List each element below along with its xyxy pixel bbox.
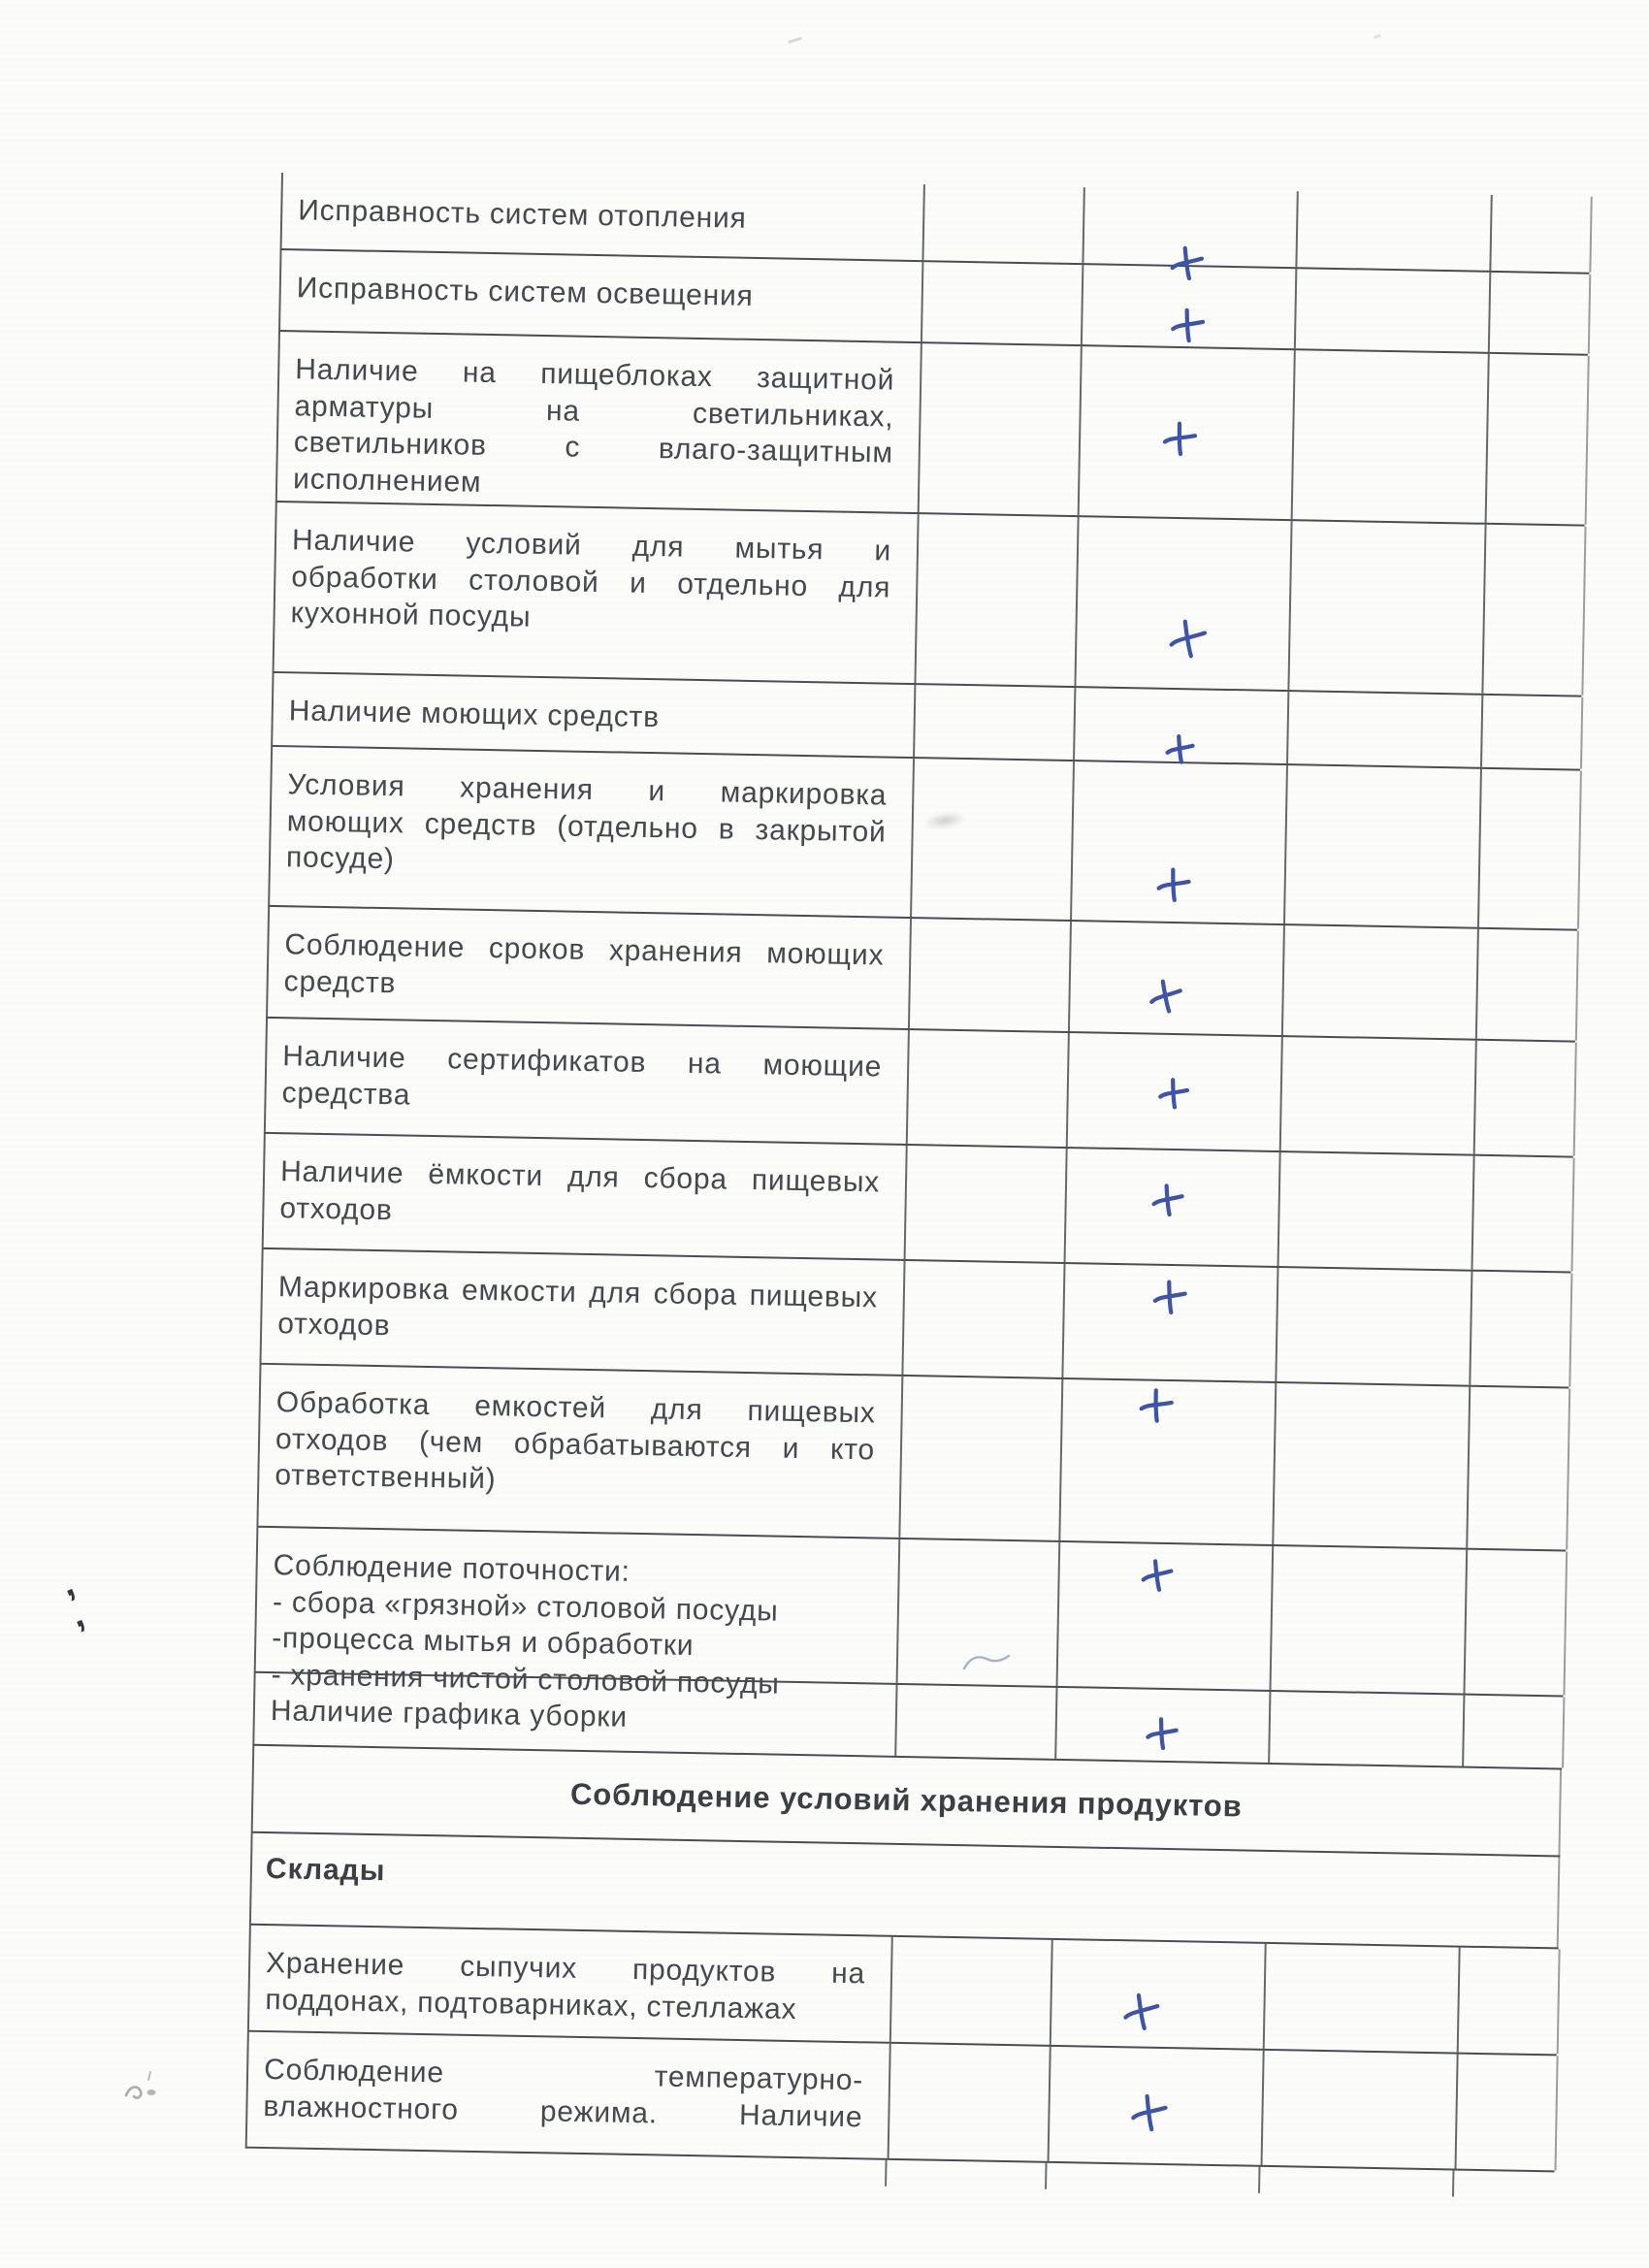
stray-speck	[1374, 34, 1382, 39]
empty-cell	[1279, 1037, 1475, 1154]
checkmark-plus-icon	[1139, 972, 1193, 1021]
criterion-cell	[262, 1249, 904, 1375]
empty-cell	[1471, 1156, 1574, 1272]
criterion-text-line: Наличие моющих средств	[288, 695, 661, 734]
check-cell	[1074, 517, 1290, 690]
stray-pencil-squiggle	[122, 2066, 169, 2107]
empty-cell	[904, 1146, 1066, 1262]
criterion-text-line: посуде)	[285, 841, 396, 876]
empty-cell	[918, 343, 1081, 515]
criterion-text-line: средств	[283, 964, 397, 999]
empty-cell	[1286, 692, 1481, 767]
criterion-cell	[264, 1134, 906, 1259]
check-cell	[1078, 346, 1294, 519]
criterion-text-line: Хранение сыпучих продуктов на	[265, 1947, 866, 1991]
criterion-cell	[282, 173, 923, 260]
checkmark-plus-icon	[1166, 299, 1209, 352]
empty-cell	[1294, 269, 1489, 352]
empty-cell	[1489, 195, 1592, 273]
criterion-cell	[280, 250, 922, 341]
stray-speck	[788, 37, 802, 44]
criterion-cell	[258, 1365, 901, 1538]
empty-cell	[910, 759, 1073, 920]
criterion-text-line: светильников с влаго-защитным	[293, 426, 894, 470]
criterion-text-line: обработки столовой и отдельно для	[291, 560, 891, 604]
criterion-text-line: отходов	[276, 1307, 391, 1342]
criterion-text-line: исполнением	[292, 462, 482, 499]
empty-cell	[1261, 2051, 1457, 2169]
check-cell	[1056, 1542, 1273, 1690]
criterion-text-line: Наличие ёмкости для сбора пищевых	[279, 1155, 881, 1199]
empty-cell	[1477, 769, 1582, 929]
empty-cell	[1466, 1387, 1570, 1550]
criterion-text-line: -процесса мытья и обработки	[272, 1622, 695, 1663]
criterion-text-line: Наличие сертификатов на моющие	[282, 1040, 883, 1084]
empty-cell	[1287, 521, 1484, 694]
table-grid-stub	[1452, 2170, 1455, 2196]
empty-cell	[1481, 525, 1586, 696]
check-cell	[1058, 1379, 1275, 1544]
checkmark-plus-icon	[1148, 1273, 1191, 1320]
empty-cell	[1270, 1546, 1467, 1694]
criterion-text-line: Исправность систем освещения	[296, 272, 754, 312]
empty-cell	[1263, 1944, 1459, 2053]
criterion-cell	[249, 1926, 891, 2042]
checkmark-plus-icon	[1154, 1070, 1193, 1116]
criterion-text-line: Соблюдение сроков хранения моющих	[284, 928, 885, 972]
empty-cell	[1268, 1692, 1463, 1766]
table-row	[245, 2032, 1557, 2173]
criterion-cell	[270, 747, 913, 917]
table-grid-stub	[1045, 2163, 1048, 2189]
checkmark-plus-icon	[1132, 1553, 1181, 1597]
empty-cell	[1295, 191, 1490, 271]
criterion-text-line: Исправность систем отопления	[297, 194, 747, 235]
criterion-text-line: отходов (чем обрабатываются и кто	[275, 1422, 876, 1466]
criterion-cell	[275, 502, 918, 683]
empty-cell	[1485, 354, 1590, 525]
criterion-cell	[247, 2032, 889, 2158]
check-cell	[1082, 187, 1296, 267]
empty-cell	[1475, 929, 1579, 1041]
empty-cell	[1283, 765, 1480, 927]
check-cell	[1081, 265, 1295, 348]
empty-cell	[1469, 1272, 1572, 1387]
check-cell	[1054, 1688, 1269, 1763]
subsection-header: Склады	[251, 1833, 1560, 1948]
criterion-text-line: арматуры на светильниках,	[294, 389, 894, 434]
criterion-cell	[268, 907, 910, 1028]
stray-ink-tick	[54, 1563, 95, 1639]
criterion-text-line: моющих средств (отдельно в закрытой	[286, 804, 887, 849]
table-grid-stub	[885, 2160, 888, 2187]
check-cell	[1070, 761, 1286, 923]
empty-cell	[1454, 2055, 1558, 2171]
empty-cell	[913, 685, 1074, 760]
criterion-text-line: Наличие на пищеблоках защитной	[294, 353, 895, 397]
empty-cell	[922, 184, 1083, 263]
empty-cell	[901, 1261, 1063, 1377]
empty-cell	[914, 514, 1077, 686]
ink-comma-icon: ,	[64, 1594, 90, 1636]
empty-cell	[1277, 1152, 1473, 1270]
table-row	[256, 1365, 1568, 1552]
empty-cell	[889, 1937, 1051, 2045]
checkmark-plus-icon	[1136, 1383, 1177, 1428]
table-row	[268, 747, 1580, 931]
table-row	[254, 1528, 1567, 1701]
empty-cell	[1463, 1550, 1568, 1696]
empty-cell	[1275, 1268, 1471, 1385]
criterion-cell	[266, 1019, 908, 1144]
table-row	[273, 502, 1585, 697]
criterion-text-line: Условия хранения и маркировка	[287, 768, 888, 812]
criterion-text-line: влажностного режима. Наличие	[263, 2090, 863, 2133]
empty-cell	[1281, 925, 1477, 1039]
check-cell	[1048, 2047, 1263, 2165]
criterion-text-line: поддонах, подтоварниках, стеллажах	[265, 1983, 797, 2025]
criterion-cell	[254, 1673, 895, 1756]
empty-cell	[908, 919, 1070, 1031]
empty-cell	[896, 1539, 1059, 1686]
check-cell	[1064, 1149, 1279, 1266]
ink-comma-icon: ,	[54, 1563, 81, 1605]
section-header: Соблюдение условий хранения продуктов	[253, 1746, 1562, 1856]
table-grid-stub	[1258, 2167, 1261, 2193]
checkmark-plus-icon	[1158, 730, 1201, 768]
empty-cell	[1488, 273, 1591, 354]
empty-cell	[898, 1377, 1061, 1540]
checkmark-plus-icon	[1147, 1176, 1188, 1224]
empty-cell	[921, 262, 1082, 344]
empty-cell	[1457, 1948, 1561, 2055]
empty-cell	[1291, 350, 1488, 523]
empty-cell	[888, 2044, 1050, 2161]
empty-cell	[1272, 1383, 1469, 1548]
criterion-cell	[277, 332, 921, 512]
criterion-text-line: кухонной посуды	[290, 597, 532, 633]
criterion-text-line: Наличие графика уборки	[270, 1695, 629, 1733]
table-sheet	[245, 173, 1591, 2172]
empty-cell	[1462, 1696, 1565, 1768]
criterion-text-line: Соблюдение поточности:	[273, 1549, 631, 1588]
checkmark-plus-icon	[1124, 2085, 1175, 2141]
checkmark-plus-icon	[1152, 862, 1194, 908]
empty-cell	[1473, 1041, 1577, 1156]
criterion-text-line: Наличие условий для мытья и	[291, 524, 892, 567]
checkmark-plus-icon	[1142, 1707, 1182, 1759]
empty-cell	[906, 1030, 1068, 1147]
empty-cell	[1480, 696, 1583, 769]
criterion-text-line: ответственный)	[275, 1459, 497, 1496]
table-row	[275, 332, 1588, 527]
checkmark-plus-icon	[1160, 607, 1214, 671]
check-cell	[1061, 1264, 1277, 1381]
criterion-cell	[273, 673, 914, 757]
criterion-text-line: Соблюдение температурно-	[263, 2054, 864, 2097]
criterion-text-line: средства	[281, 1076, 411, 1112]
criterion-text-line: - хранения чистой столовой посуды	[271, 1658, 781, 1701]
criterion-text-line: отходов	[279, 1191, 393, 1226]
empty-cell	[894, 1685, 1055, 1759]
criterion-text-line: - сбора «грязной» столовой посуды	[272, 1585, 779, 1628]
checkmark-plus-icon	[1115, 1977, 1168, 2044]
checkmark-plus-icon	[1155, 418, 1204, 459]
check-cell	[1073, 688, 1287, 763]
criterion-text-line: Обработка емкостей для пищевых	[275, 1386, 876, 1430]
check-cell	[1068, 922, 1283, 1035]
criterion-text-line: Маркировка емкости для сбора пищевых	[277, 1271, 879, 1314]
check-cell	[1050, 1940, 1265, 2049]
check-cell	[1066, 1033, 1281, 1150]
criterion-cell	[256, 1528, 899, 1701]
